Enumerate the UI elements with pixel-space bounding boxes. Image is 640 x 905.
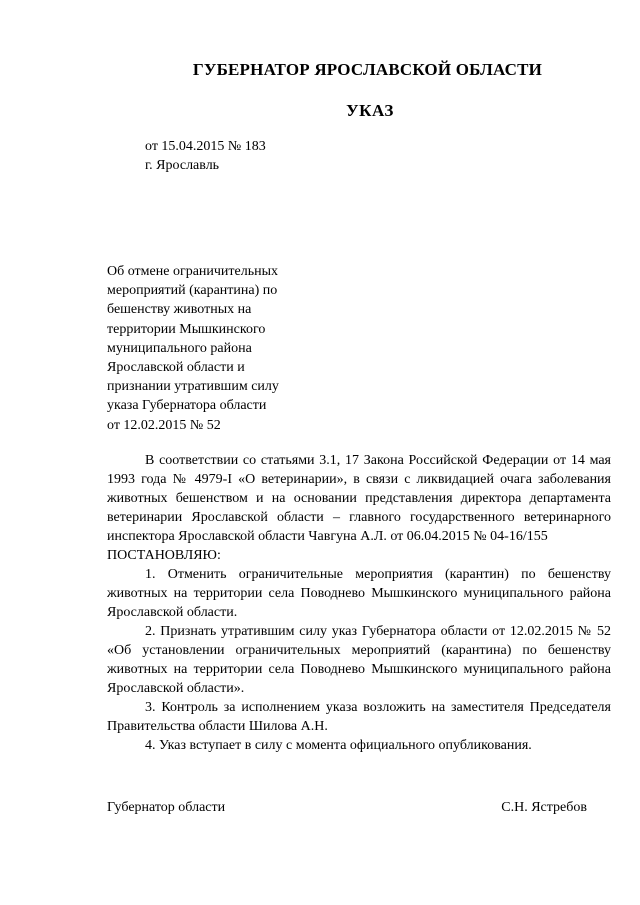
issuer-title: ГУБЕРНАТОР ЯРОСЛАВСКОЙ ОБЛАСТИ <box>192 60 543 79</box>
signatory-role: Губернатор области <box>107 800 226 815</box>
subject-line: от 12.02.2015 № 52 <box>107 417 221 433</box>
document-meta <box>145 137 266 175</box>
subject-line: указа Губернатора области <box>107 398 267 414</box>
decree-word: ПОСТАНОВЛЯЮ: <box>107 548 221 563</box>
subject-line: мероприятий (карантина) по <box>107 283 278 299</box>
subject-line: территории Мышкинского <box>107 321 266 337</box>
document-subject <box>107 262 307 435</box>
decree-item-4: 4. Указ вступает в силу с момента официального опубликования. <box>145 738 532 753</box>
decree-item-2: 2. Признать утратившим силу указ Губернатора области от 12.02.2015 № 52 «Об установлении ограничительных мероприятий (карантина) по бешенству животных на территории села Поводнево Мышкинского муниципального района Ярославской области». <box>107 624 611 696</box>
subject-line: признании утратившим силу <box>107 379 279 395</box>
subject-line: Ярославской области и <box>107 360 245 376</box>
preamble-paragraph: В соответствии со статьями 3.1, 17 Закона Российской Федерации от 14 мая 1993 года № 4979-I «О ветеринарии», в связи с ликвидацией очага заболевания животных бешенством и на основании представления директора департамента ветеринарии Ярославской области – главного государственного ветеринарного инспектора Ярославской области Чавгуна А.Л. от 06.04.2015 № 04-16/155 <box>107 453 611 544</box>
city: г. Ярославль <box>145 158 220 173</box>
subject-line: бешенству животных на <box>107 302 252 318</box>
decree-item-1: 1. Отменить ограничительные мероприятия (карантин) по бешенству животных на территории села Поводнево Мышкинского муниципального района Ярославской области. <box>107 567 611 620</box>
subject-line: муниципального района <box>107 340 252 356</box>
date-number: от 15.04.2015 № 183 <box>145 139 266 154</box>
document-body <box>107 451 611 755</box>
document-type: УКАЗ <box>346 101 394 120</box>
decree-item-3: 3. Контроль за исполнением указа возложить на заместителя Председателя Правительства области Шилова А.Н. <box>107 700 611 734</box>
signatory-name: С.Н. Ястребов <box>501 800 587 815</box>
subject-line: Об отмене ограничительных <box>107 264 279 279</box>
